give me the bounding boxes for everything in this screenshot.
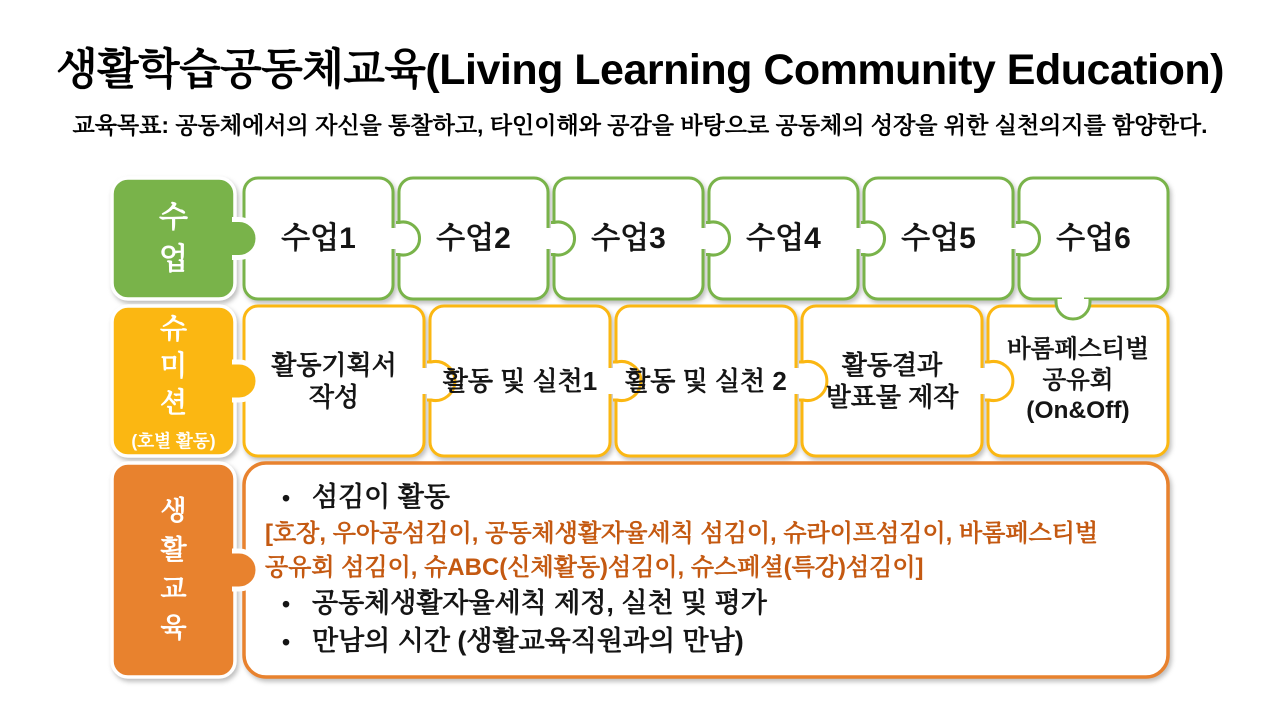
piece-sumission-5 (988, 306, 1168, 456)
life-education-bullet-2-text: 공동체생활자율세칙 제정, 실천 및 평가 (312, 588, 767, 618)
piece-sumission-4 (802, 306, 982, 456)
piece-sumission-2-line1: 활동 및 실천1 (442, 365, 598, 396)
piece-sumission-5-line3: (On&Off) (1026, 397, 1130, 425)
life-education-bullet-1-text: 섬김이 활동 (312, 482, 450, 512)
piece-class-1: 수업1 (281, 221, 356, 255)
piece-sumission-5-line2: 공유회 (1042, 366, 1114, 394)
piece-sumission-1-line1: 활동기획서 (271, 349, 397, 380)
piece-class-4: 수업4 (746, 221, 821, 255)
piece-class-2: 수업2 (436, 221, 511, 255)
life-education-bullet-1 (258, 479, 1158, 517)
row-label-sumission-text: 슈미션 (159, 312, 188, 418)
row-label-class (112, 178, 235, 299)
piece-class-6: 수업6 (1056, 221, 1131, 255)
page-title: 생활학습공동체교육(Living Learning Community Education) (56, 46, 1224, 94)
bullet-dot: • (282, 629, 291, 655)
piece-class-3: 수업3 (591, 221, 666, 255)
row-label-life-education (112, 463, 235, 677)
row-label-life-education-text: 생활교육 (160, 496, 187, 643)
piece-sumission-1-line2: 작성 (308, 382, 360, 412)
piece-class-5: 수업5 (901, 221, 976, 255)
piece-sumission-1 (244, 306, 424, 456)
piece-sumission-2 (430, 306, 610, 456)
bullet-dot: • (282, 485, 291, 511)
bullet-dot: • (282, 591, 291, 617)
life-education-bullet-2 (258, 585, 1158, 623)
piece-sumission-5-line1: 바롬페스티벌 (1006, 336, 1149, 364)
life-education-bullet-3-text: 만남의 시간 (생활교육직원과의 만남) (312, 626, 744, 656)
row-label-sumission (112, 306, 235, 456)
life-education-content (258, 479, 1158, 661)
caretaker-note-line-2: 공유회 섬김이, 슈ABC(신체활동)섬김이, 슈스페셜(특강)섬김이] (265, 553, 924, 581)
life-education-bullet-3 (258, 623, 1158, 661)
piece-sumission-3-line1: 활동 및 실천 2 (625, 365, 787, 396)
piece-sumission-4-line2: 발표물 제작 (825, 382, 959, 412)
piece-sumission-3 (616, 306, 796, 456)
row-label-sumission-subtext: (호별 활동) (131, 430, 216, 451)
row-label-class-text: 수업 (159, 200, 188, 276)
education-goal-text: 교육목표: 공동체에서의 자신을 통찰하고, 타인이해와 공감을 바탕으로 공동체의 성장을 위한 실천의지를 함양한다. (72, 112, 1208, 138)
piece-sumission-4-line1: 활동결과 (841, 349, 943, 380)
caretaker-note-line-1: [호장, 우아공섬김이, 공동체생활자율세칙 섬김이, 슈라이프섬김이, 바롬페스티벌 (265, 520, 1099, 547)
